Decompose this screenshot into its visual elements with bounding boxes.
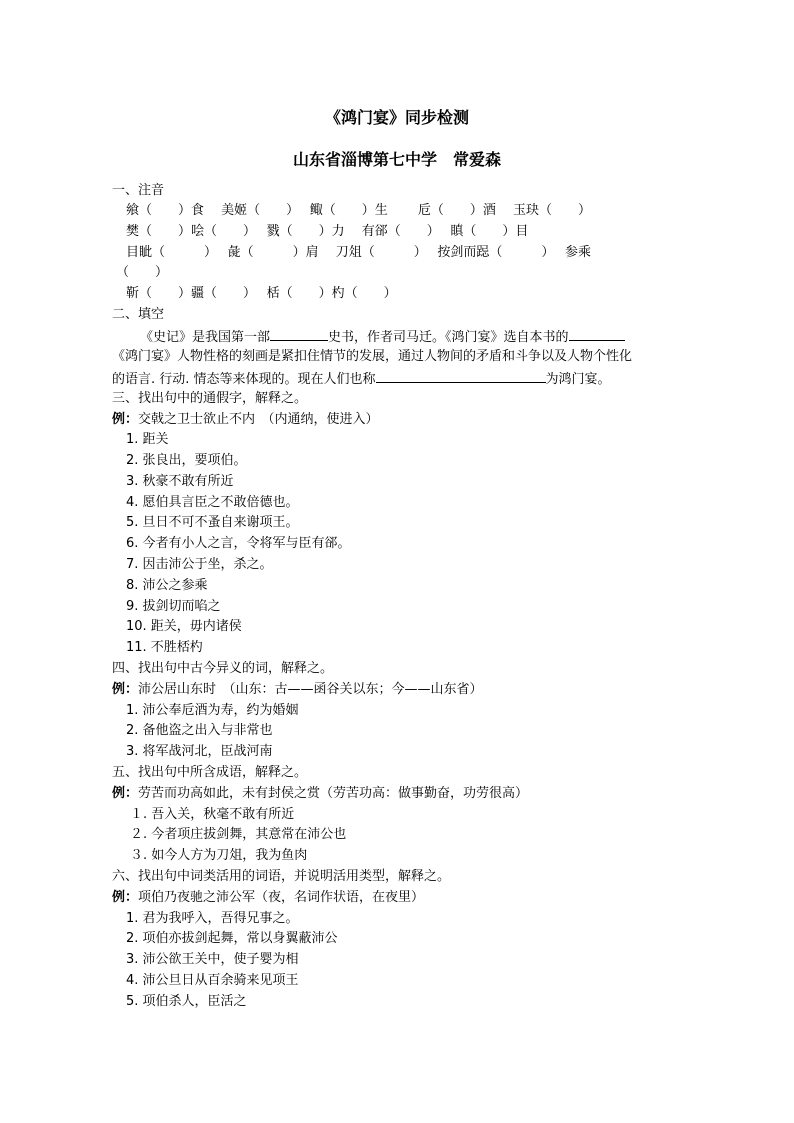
fill-para-line-2: 《鸿门宴》人物性格的刻画是紧扣住情节的发展，通过人物间的矛盾和斗争以及人物个性化 [112, 349, 633, 364]
fill-text-3a: 的语言. 行动. 情态等来体现的。现在人们也称 [112, 372, 376, 387]
list-item: 11. 不胜桮杓 [126, 640, 203, 655]
example-3 [112, 410, 682, 430]
fill-para-line-3 [112, 368, 682, 390]
section-heading-4: 四、找出句中古今异义的词，解释之。 [112, 661, 334, 676]
list-item: 6. 今者有小人之言，令将军与臣有郤。 [126, 536, 351, 551]
pinyin-row-4: 靳（ ）疆（ ） 栝（ ）杓（ ） [126, 286, 397, 301]
pinyin-row-1: 飨（ ）食 美姬（ ） 鲰（ ）生 卮（ ）酒 玉玦（ ） [126, 203, 592, 218]
list-item: 1. 距关 [126, 432, 169, 447]
list-item: 5. 旦日不可不蚤自来谢项王。 [126, 515, 299, 530]
list-item: 8. 沛公之参乘 [126, 578, 208, 593]
list-item: 1. 沛公奉卮酒为寿，约为婚姻 [126, 703, 299, 718]
list-item: 4. 愿伯具言臣之不敢倍德也。 [126, 495, 299, 510]
fill-blank-3[interactable] [376, 368, 546, 383]
list-item: 5. 项伯杀人，臣活之 [126, 994, 247, 1009]
example-label: 例： [112, 890, 139, 905]
example-6 [112, 888, 682, 908]
section-heading-3: 三、找出句中的通假字，解释之。 [112, 391, 308, 406]
fill-para-line-1 [140, 326, 710, 348]
fill-blank-1[interactable] [270, 326, 328, 341]
list-item: 2. 备他盗之出入与非常也 [126, 723, 273, 738]
section-heading-2: 二、填空 [112, 307, 165, 322]
list-item: 7. 因击沛公于坐，杀之。 [126, 557, 273, 572]
list-item: ２. 今者项庄拔剑舞，其意常在沛公也 [130, 827, 347, 842]
example-label: 例： [112, 682, 139, 697]
fill-blank-2[interactable] [569, 326, 625, 341]
list-item: 3. 秋豪不敢有所近 [126, 474, 234, 489]
example-text: 项伯乃夜驰之沛公军（夜，名词作状语，在夜里） [138, 890, 425, 905]
example-5 [112, 784, 682, 804]
example-text: 劳苦而功高如此，未有封侯之赏（劳苦功高：做事勤奋，功劳很高） [138, 786, 529, 801]
list-item: ３. 如今人方为刀俎，我为鱼肉 [130, 848, 308, 863]
section-heading-6: 六、找出句中词类活用的词语，并说明活用类型，解释之。 [112, 869, 451, 884]
list-item: 10. 距关，毋内诸侯 [126, 619, 242, 634]
example-text: 交戟之卫士欲止不内 （内通纳，使进入） [138, 412, 379, 427]
pinyin-row-3: 目眦（ ） 彘（ ）肩 刀俎（ ） 按剑而跽（ ） 参乘 [126, 245, 592, 260]
pinyin-row-3b: （ ） [116, 265, 169, 280]
list-item: １. 吾入关，秋毫不敢有所近 [130, 807, 295, 822]
list-item: 1. 君为我呼入，吾得兄事之。 [126, 911, 299, 926]
document-subtitle: 山东省淄博第七中学 常爱森 [292, 150, 501, 169]
list-item: 2. 张良出，要项伯。 [126, 453, 247, 468]
pinyin-row-2: 樊（ ）哙（ ） 戮（ ）力 有郤（ ） 瞋（ ）目 [126, 224, 529, 239]
example-text: 沛公居山东时 （山东：古——函谷关以东；今——山东省） [138, 682, 483, 697]
section-heading-5: 五、找出句中所含成语，解释之。 [112, 765, 308, 780]
document-title: 《鸿门宴》同步检测 [324, 108, 469, 127]
example-label: 例： [112, 786, 139, 801]
fill-text-1b: 史书，作者司马迁。《鸿门宴》选自本书的 [328, 330, 569, 345]
fill-text-3b: 为鸿门宴。 [545, 372, 611, 387]
fill-text-1a: 《史记》是我国第一部 [140, 330, 271, 345]
list-item: 2. 项伯亦拔剑起舞，常以身翼蔽沛公 [126, 931, 338, 946]
list-item: 3. 将军战河北，臣战河南 [126, 744, 273, 759]
list-item: 9. 拔剑切而啗之 [126, 599, 221, 614]
list-item: 3. 沛公欲王关中，使子婴为相 [126, 952, 299, 967]
list-item: 4. 沛公旦日从百余骑来见项王 [126, 973, 299, 988]
section-heading-1: 一、注音 [112, 183, 165, 198]
example-4 [112, 680, 682, 700]
example-label: 例： [112, 412, 139, 427]
